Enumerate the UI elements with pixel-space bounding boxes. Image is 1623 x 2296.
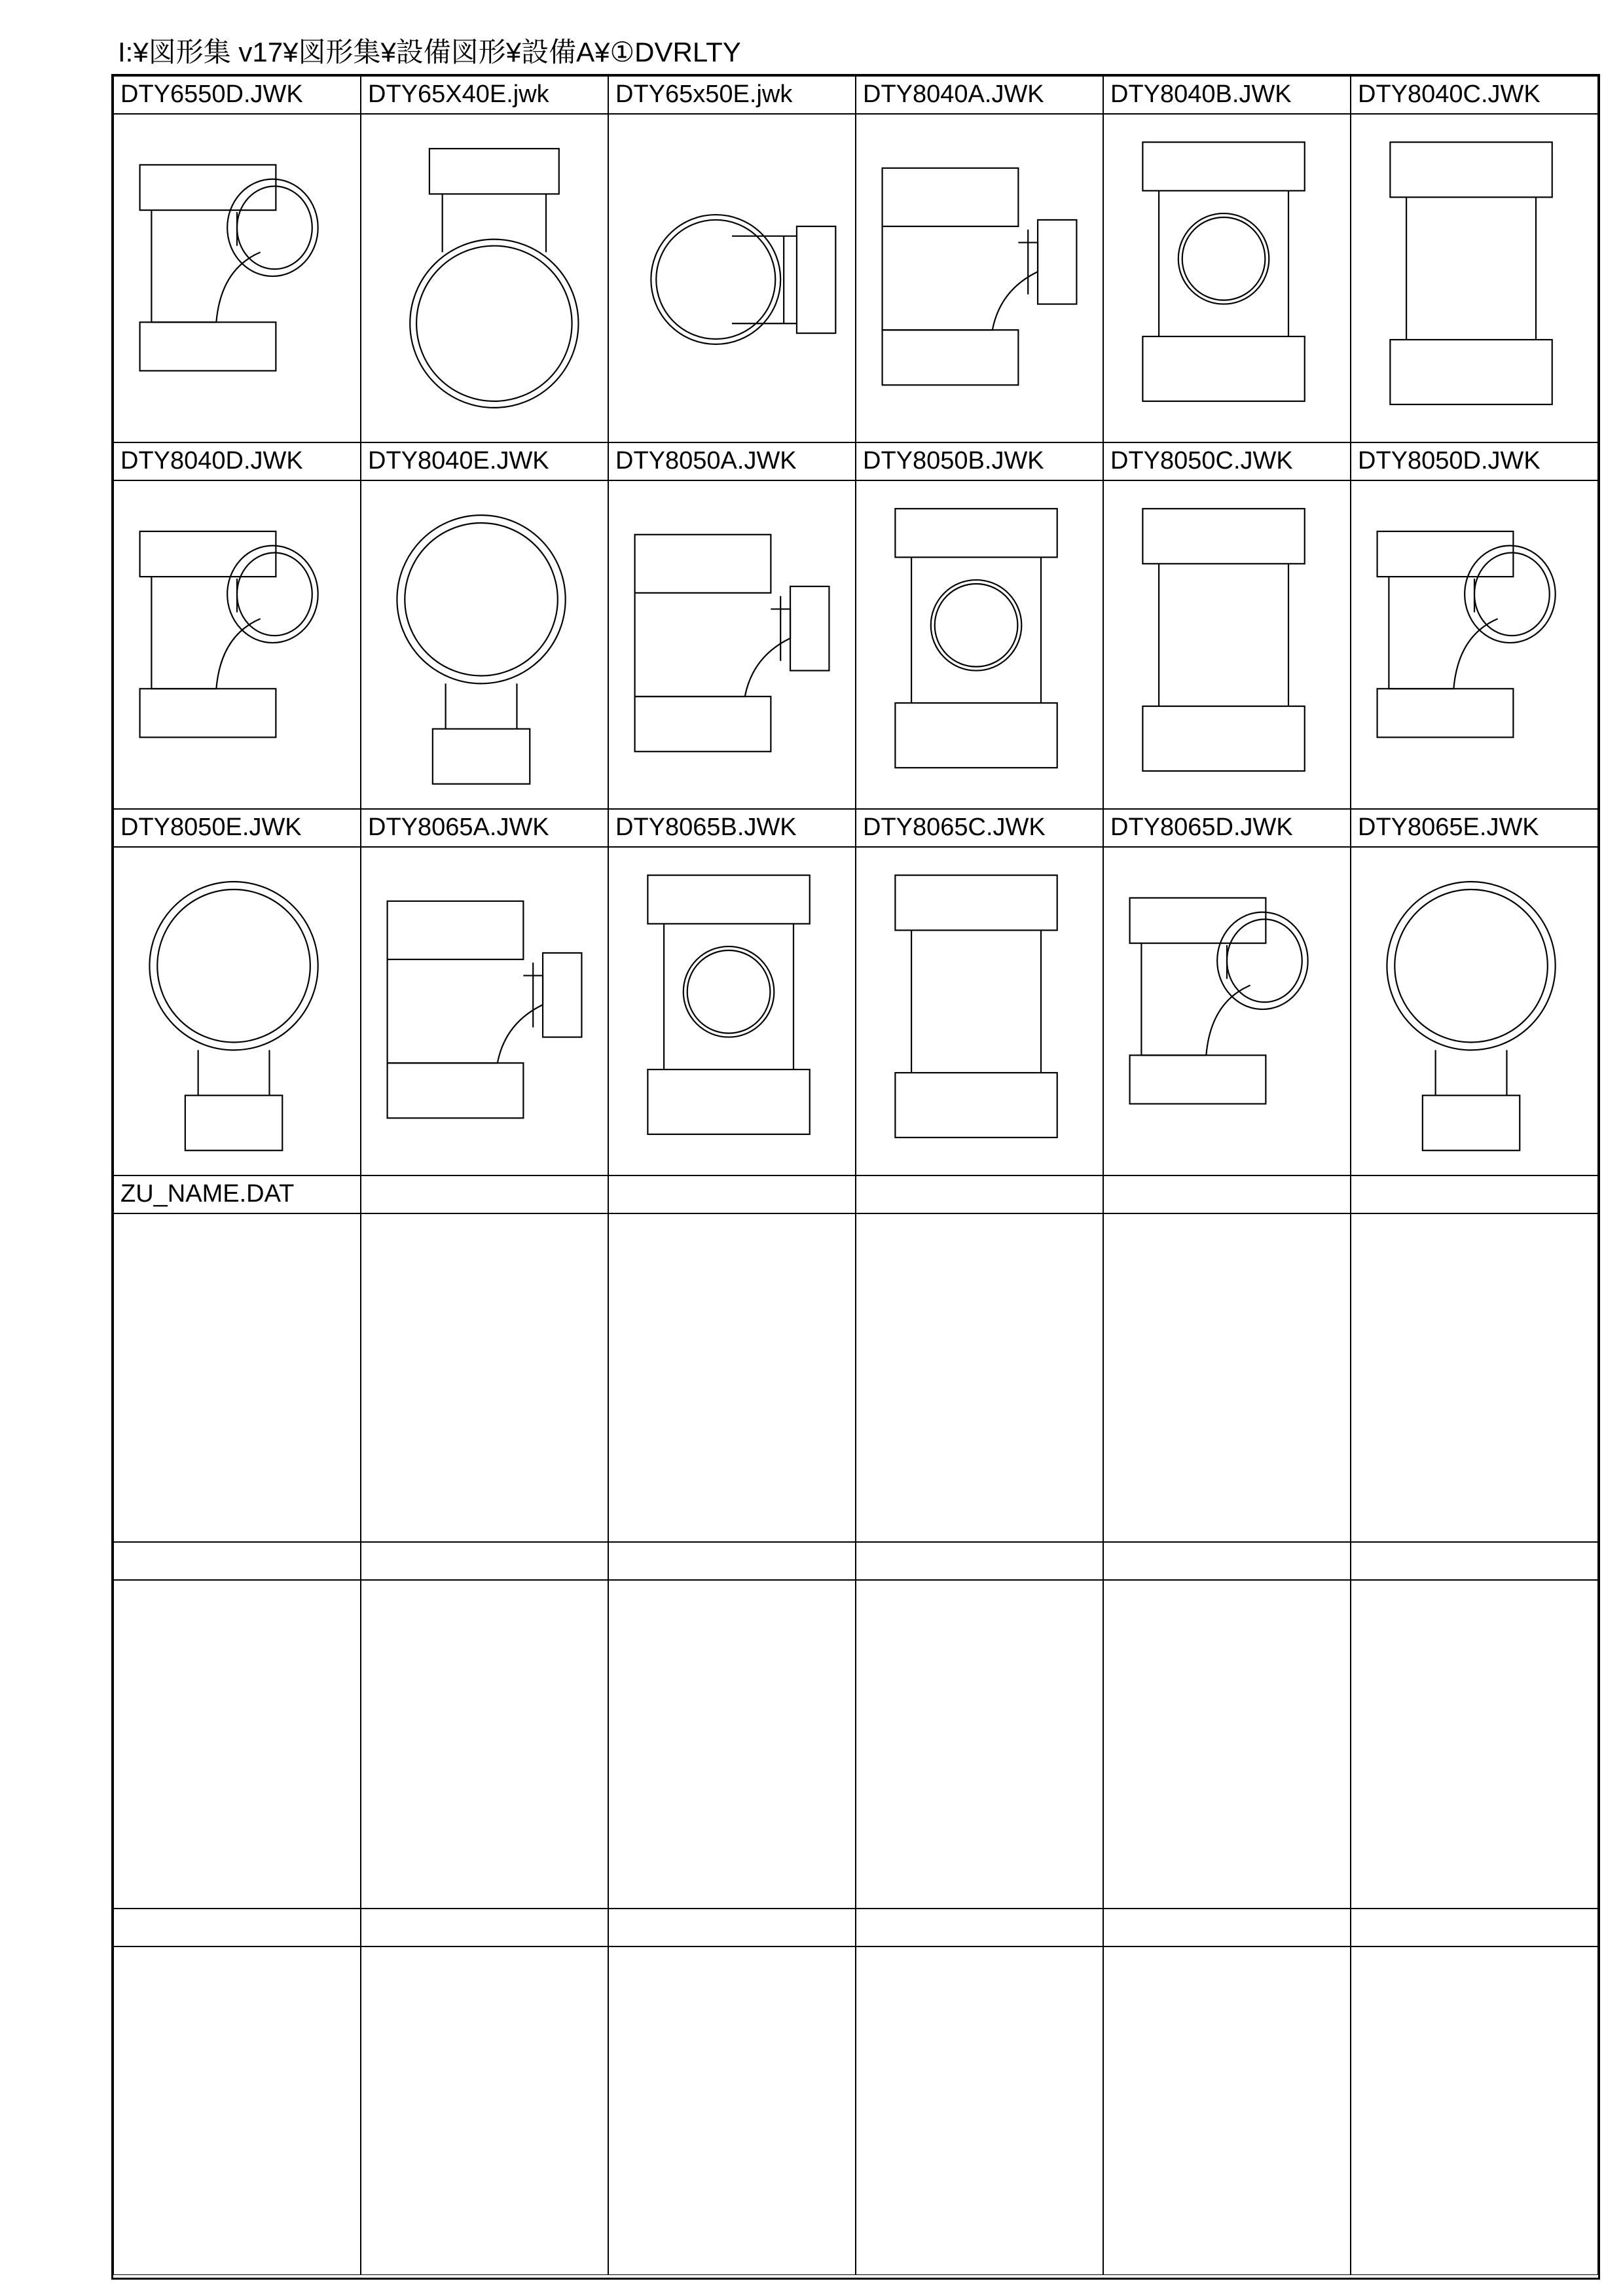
fitting-drawing-tee-side-circle <box>1351 480 1598 809</box>
cell-label: DTY8050D.JWK <box>1351 442 1598 480</box>
cell-label: DTY8050B.JWK <box>856 442 1103 480</box>
cell-label <box>608 1175 856 1213</box>
straight-icon <box>856 848 1103 1175</box>
empty-drawing-cell <box>608 1946 856 2275</box>
empty-drawing-cell <box>608 1580 856 1909</box>
cell-label <box>856 1542 1103 1580</box>
cell-label: DTY8040B.JWK <box>1103 76 1351 114</box>
tee-front-down-icon <box>361 115 608 442</box>
cell-label <box>361 1542 608 1580</box>
tee-front-up-icon <box>1351 848 1597 1175</box>
cell-label <box>1103 1909 1351 1946</box>
figure-catalog-grid <box>111 74 1600 2280</box>
tee-side-circle-icon <box>114 115 360 442</box>
straight-icon <box>1351 115 1597 442</box>
cell-label: DTY8050A.JWK <box>608 442 856 480</box>
empty-drawing-cell <box>361 1580 608 1909</box>
fitting-drawing-tee-side-small <box>856 114 1103 442</box>
cell-label: DTY8065A.JWK <box>361 809 608 847</box>
fitting-drawing-tee-side-circle <box>113 114 361 442</box>
empty-drawing-cell <box>1103 1213 1351 1542</box>
cell-label: DTY8065B.JWK <box>608 809 856 847</box>
cell-label <box>361 1909 608 1946</box>
empty-drawing-cell <box>1103 1580 1351 1909</box>
fitting-drawing-tee-branch-left <box>608 114 856 442</box>
fitting-drawing-tee-side-small <box>361 847 608 1175</box>
empty-drawing-cell <box>113 1946 361 2275</box>
fitting-drawing-straight <box>1103 480 1351 809</box>
cell-label <box>361 1175 608 1213</box>
empty-drawing-cell <box>361 1946 608 2275</box>
fitting-drawing-tee-front-up <box>361 480 608 809</box>
empty-drawing-cell <box>113 1213 361 1542</box>
fitting-drawing-tee-front-up <box>1351 847 1598 1175</box>
tee-branch-left-icon <box>609 115 855 442</box>
cell-label: DTY65x50E.jwk <box>608 76 856 114</box>
empty-drawing-cell <box>1351 1946 1598 2275</box>
page-title: I:¥図形集 v17¥図形集¥設備図形¥設備A¥①DVRLTY <box>118 37 741 67</box>
tee-side-small-icon <box>856 115 1103 442</box>
tee-side-small-icon <box>361 848 608 1175</box>
empty-drawing-cell <box>1351 1213 1598 1542</box>
empty-drawing-cell <box>608 1213 856 1542</box>
empty-drawing-cell <box>113 1580 361 1909</box>
cell-label <box>1351 1542 1598 1580</box>
tee-front-circle-icon <box>1104 115 1350 442</box>
fitting-drawing-straight <box>1351 114 1598 442</box>
cell-label <box>608 1909 856 1946</box>
tee-side-circle-icon <box>1104 848 1350 1175</box>
fitting-drawing-tee-front-circle <box>608 847 856 1175</box>
empty-drawing-cell <box>856 1946 1103 2275</box>
cell-label <box>1103 1175 1351 1213</box>
cell-label: ZU_NAME.DAT <box>113 1175 361 1213</box>
cell-label: DTY65X40E.jwk <box>361 76 608 114</box>
fitting-drawing-tee-front-down <box>361 114 608 442</box>
tee-side-small-icon <box>609 481 855 808</box>
empty-drawing-cell <box>856 1213 1103 1542</box>
fitting-drawing-tee-side-circle <box>113 480 361 809</box>
cell-label: DTY8040A.JWK <box>856 76 1103 114</box>
cell-label: DTY6550D.JWK <box>113 76 361 114</box>
fitting-drawing-tee-side-circle <box>1103 847 1351 1175</box>
cell-label <box>1351 1909 1598 1946</box>
tee-front-circle-icon <box>609 848 855 1175</box>
cell-label: DTY8040C.JWK <box>1351 76 1598 114</box>
cell-label <box>856 1175 1103 1213</box>
cell-label <box>113 1909 361 1946</box>
tee-side-circle-icon <box>1351 481 1597 808</box>
cell-label: DTY8050C.JWK <box>1103 442 1351 480</box>
cell-label <box>113 1542 361 1580</box>
tee-front-up-icon <box>361 481 608 808</box>
fitting-drawing-tee-front-circle <box>856 480 1103 809</box>
cell-label <box>856 1909 1103 1946</box>
cell-label: DTY8040D.JWK <box>113 442 361 480</box>
fitting-drawing-tee-front-circle <box>1103 114 1351 442</box>
cell-label: DTY8065D.JWK <box>1103 809 1351 847</box>
empty-drawing-cell <box>856 1580 1103 1909</box>
straight-icon <box>1104 481 1350 808</box>
fitting-drawing-straight <box>856 847 1103 1175</box>
cell-label: DTY8040E.JWK <box>361 442 608 480</box>
fitting-drawing-tee-side-small <box>608 480 856 809</box>
empty-drawing-cell <box>1351 1580 1598 1909</box>
empty-drawing-cell <box>1103 1946 1351 2275</box>
cell-label <box>1351 1175 1598 1213</box>
empty-drawing-cell <box>361 1213 608 1542</box>
cell-label <box>1103 1542 1351 1580</box>
fitting-drawing-tee-front-up <box>113 847 361 1175</box>
cell-label: DTY8065C.JWK <box>856 809 1103 847</box>
cell-label <box>608 1542 856 1580</box>
cell-label: DTY8050E.JWK <box>113 809 361 847</box>
tee-front-circle-icon <box>856 481 1103 808</box>
tee-side-circle-icon <box>114 481 360 808</box>
tee-front-up-icon <box>114 848 360 1175</box>
cell-label: DTY8065E.JWK <box>1351 809 1598 847</box>
